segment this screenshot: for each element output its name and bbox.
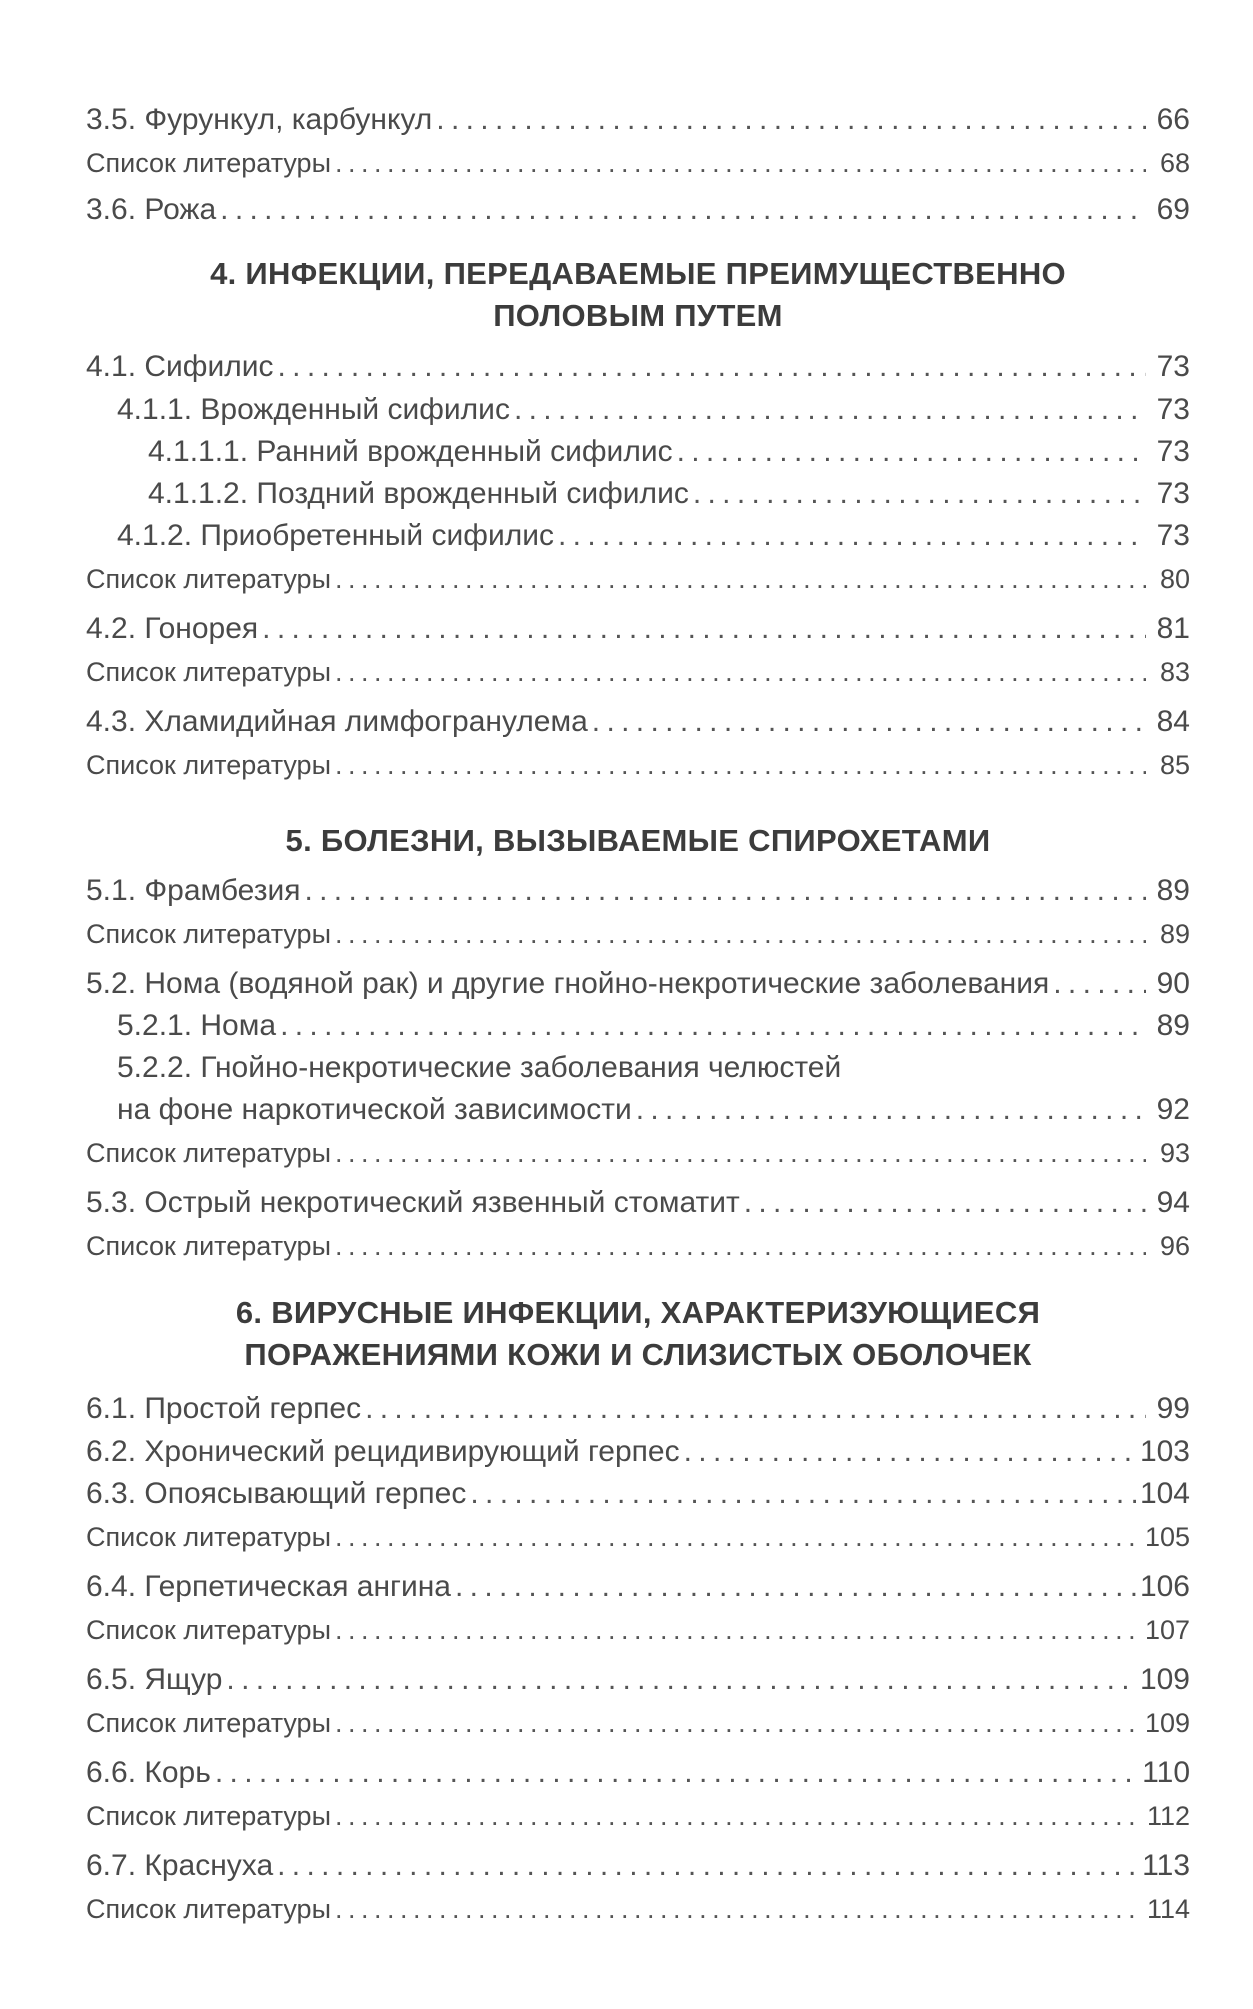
entry-page: 69: [1156, 193, 1190, 226]
dot-leader: [335, 1612, 1141, 1648]
toc-entry: [86, 1476, 1190, 1512]
entry-page: 81: [1156, 612, 1190, 645]
entry-page: 73: [1156, 350, 1190, 383]
entry-page: 73: [1156, 393, 1190, 426]
entry-title: 5.1. Фрамбезия: [86, 874, 301, 907]
entry-title: 4.1.1.1. Ранний врожденный сифилис: [148, 435, 673, 468]
entry-title: Список литературы: [86, 1801, 331, 1831]
entry-title: Список литературы: [86, 750, 331, 780]
dot-leader: [470, 1476, 1136, 1512]
entry-title: 6.5. Ящур: [86, 1663, 223, 1696]
entry-page: 106: [1139, 1570, 1190, 1603]
toc-entry-continuation: [117, 1092, 1190, 1128]
dot-leader: [335, 561, 1146, 597]
entry-title: 6.7. Краснуха: [86, 1849, 274, 1882]
dot-leader: [335, 1891, 1143, 1927]
entry-title: Список литературы: [86, 564, 331, 594]
toc-entry-bibliography: [86, 561, 1190, 597]
heading-line: ПОЛОВЫМ ПУТЕМ: [493, 298, 783, 333]
entry-title: Список литературы: [86, 1231, 331, 1261]
toc-entry-bibliography: [86, 1519, 1190, 1555]
dot-leader: [262, 611, 1146, 647]
entry-page: 109: [1139, 1663, 1190, 1696]
toc-entry: [86, 1391, 1190, 1427]
entry-page: 89: [1156, 874, 1190, 907]
toc-entry: [117, 1008, 1190, 1044]
entry-title: 5.2.2. Гнойно-некротические заболевания челюстей: [117, 1051, 842, 1084]
entry-page: 114: [1146, 1894, 1190, 1924]
entry-title: 5.3. Острый некротический язвенный стоматит: [86, 1186, 740, 1219]
dot-leader: [335, 145, 1146, 181]
dot-leader: [455, 1569, 1136, 1605]
entry-title: 4.1.2. Приобретенный сифилис: [117, 519, 554, 552]
toc-entry: [86, 704, 1190, 740]
entry-page: 89: [1159, 919, 1190, 949]
entry-page: 105: [1144, 1522, 1190, 1552]
toc-entry: [86, 611, 1190, 647]
toc-entry: [86, 873, 1190, 909]
dot-leader: [215, 1755, 1138, 1791]
dot-leader: [744, 1185, 1146, 1221]
toc-entry-bibliography: [86, 747, 1190, 783]
entry-title: 6.6. Корь: [86, 1756, 211, 1789]
toc-entry: [148, 434, 1190, 470]
dot-leader: [335, 1135, 1146, 1171]
toc-entry: [148, 476, 1190, 512]
entry-page: 104: [1139, 1477, 1190, 1510]
dot-leader: [304, 873, 1146, 909]
toc-entry-bibliography: [86, 1705, 1190, 1741]
toc-entry: [117, 392, 1190, 428]
dot-leader: [365, 1391, 1146, 1427]
entry-page: 73: [1156, 477, 1190, 510]
entry-page: 99: [1156, 1392, 1190, 1425]
entry-page: 94: [1156, 1186, 1190, 1219]
toc-entry-bibliography: [86, 916, 1190, 952]
entry-page: 109: [1144, 1708, 1190, 1738]
dot-leader: [436, 102, 1146, 138]
toc-entry-bibliography: [86, 145, 1190, 181]
dot-leader: [278, 349, 1147, 385]
entry-title: 3.6. Рожа: [86, 193, 217, 226]
entry-title: Список литературы: [86, 148, 331, 178]
dot-leader: [693, 476, 1146, 512]
dot-leader: [335, 747, 1146, 783]
entry-page: 83: [1159, 657, 1190, 687]
entry-page: 107: [1144, 1615, 1190, 1645]
entry-title: Список литературы: [86, 919, 331, 949]
toc-entry: [86, 1569, 1190, 1605]
entry-page: 80: [1159, 564, 1190, 594]
section-heading: [86, 253, 1190, 337]
entry-page: 93: [1159, 1138, 1190, 1168]
section-heading: [86, 1292, 1190, 1376]
dot-leader: [558, 518, 1146, 554]
entry-page: 84: [1156, 705, 1190, 738]
heading-line: 6. ВИРУСНЫЕ ИНФЕКЦИИ, ХАРАКТЕРИЗУЮЩИЕСЯ: [235, 1295, 1041, 1330]
toc-entry: [86, 102, 1190, 138]
dot-leader: [220, 192, 1146, 228]
dot-leader: [592, 704, 1146, 740]
entry-title: 3.5. Фурункул, карбункул: [86, 103, 433, 136]
entry-page: 66: [1156, 103, 1190, 136]
dot-leader: [335, 1798, 1143, 1834]
heading-line: ПОРАЖЕНИЯМИ КОЖИ И СЛИЗИСТЫХ ОБОЛОЧЕК: [244, 1337, 1032, 1372]
dot-leader: [335, 1228, 1146, 1264]
toc-entry-bibliography: [86, 1798, 1190, 1834]
entry-page: 110: [1142, 1756, 1190, 1789]
entry-title: Список литературы: [86, 1615, 331, 1645]
dot-leader: [1053, 966, 1146, 1002]
dot-leader: [684, 1434, 1136, 1470]
entry-title: Список литературы: [86, 1138, 331, 1168]
toc-entry-bibliography: [86, 1612, 1190, 1648]
entry-title: Список литературы: [86, 1522, 331, 1552]
section-heading: [86, 820, 1190, 862]
entry-title: Список литературы: [86, 657, 331, 687]
entry-title: Список литературы: [86, 1894, 331, 1924]
dot-leader: [280, 1008, 1146, 1044]
entry-title: 6.4. Герпетическая ангина: [86, 1570, 451, 1603]
entry-title: 5.2.1. Нома: [117, 1009, 277, 1042]
heading-line: 5. БОЛЕЗНИ, ВЫЗЫВАЕМЫЕ СПИРОХЕТАМИ: [285, 823, 991, 858]
toc-entry: [86, 192, 1190, 228]
entry-title: 4.3. Хламидийная лимфогранулема: [86, 705, 588, 738]
entry-title: Список литературы: [86, 1708, 331, 1738]
dot-leader: [636, 1092, 1146, 1128]
entry-title: 4.2. Гонорея: [86, 612, 259, 645]
toc-entry: [117, 1050, 841, 1086]
entry-page: 92: [1156, 1093, 1190, 1126]
dot-leader: [514, 392, 1146, 428]
entry-title: 4.1.1. Врожденный сифилис: [117, 393, 510, 426]
entry-title: 6.3. Опоясывающий герпес: [86, 1477, 467, 1510]
toc-entry: [117, 518, 1190, 554]
toc-entry: [86, 1434, 1190, 1470]
toc-entry-bibliography: [86, 1135, 1190, 1171]
entry-title: на фоне наркотической зависимости: [117, 1093, 632, 1126]
dot-leader: [335, 654, 1146, 690]
dot-leader: [335, 1705, 1141, 1741]
entry-page: 96: [1159, 1231, 1190, 1261]
entry-title: 4.1.1.2. Поздний врожденный сифилис: [148, 477, 689, 510]
entry-page: 73: [1156, 435, 1190, 468]
entry-title: 5.2. Нома (водяной рак) и другие гнойно-некротические заболевания: [86, 967, 1050, 1000]
entry-page: 113: [1142, 1849, 1190, 1882]
toc-entry: [86, 1848, 1190, 1884]
entry-page: 89: [1156, 1009, 1190, 1042]
entry-title: 6.2. Хронический рецидивирующий герпес: [86, 1435, 680, 1468]
entry-page: 103: [1139, 1435, 1190, 1468]
toc-entry-bibliography: [86, 1891, 1190, 1927]
dot-leader: [335, 916, 1146, 952]
toc-entry: [86, 966, 1190, 1002]
dot-leader: [277, 1848, 1138, 1884]
toc-entry-bibliography: [86, 654, 1190, 690]
entry-title: 6.1. Простой герпес: [86, 1392, 362, 1425]
dot-leader: [335, 1519, 1141, 1555]
toc-entry: [86, 1662, 1190, 1698]
toc-entry: [86, 1185, 1190, 1221]
toc-entry: [86, 349, 1190, 385]
dot-leader: [677, 434, 1146, 470]
entry-page: 73: [1156, 519, 1190, 552]
entry-page: 85: [1159, 750, 1190, 780]
entry-page: 90: [1156, 967, 1190, 1000]
dot-leader: [226, 1662, 1136, 1698]
toc-entry-bibliography: [86, 1228, 1190, 1264]
heading-line: 4. ИНФЕКЦИИ, ПЕРЕДАВАЕМЫЕ ПРЕИМУЩЕСТВЕННО: [210, 256, 1066, 291]
toc-entry: [86, 1755, 1190, 1791]
entry-title: 4.1. Сифилис: [86, 350, 274, 383]
entry-page: 112: [1146, 1801, 1190, 1831]
entry-page: 68: [1159, 148, 1190, 178]
